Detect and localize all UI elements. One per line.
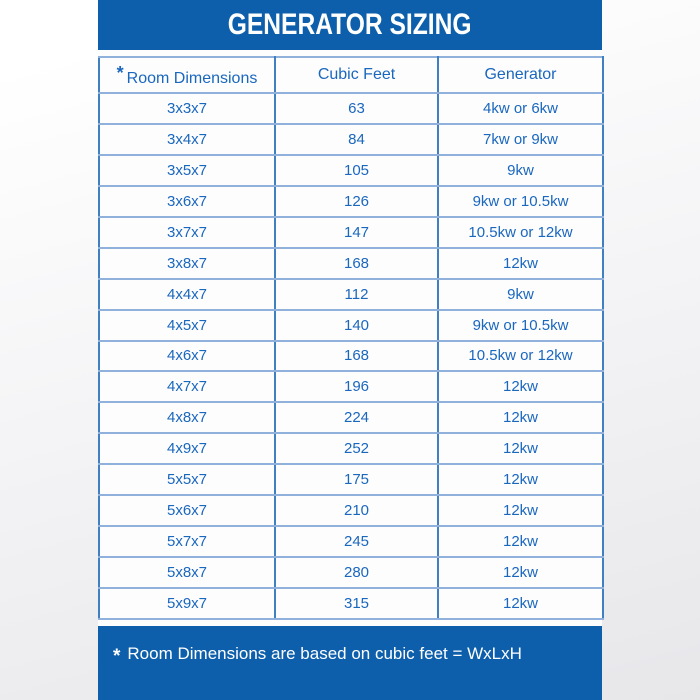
room-dimensions-cell: 4x6x7 [99,341,275,372]
sizing-card [98,0,602,700]
room-dimensions-cell: 5x9x7 [99,588,275,619]
room-dimensions-cell: 5x7x7 [99,526,275,557]
cubic-feet-cell: 168 [275,248,438,279]
table-row [99,557,603,588]
column-header-generator [438,57,603,93]
table-row [99,248,603,279]
generator-cell: 9kw or 10.5kw [438,310,603,341]
generator-cell: 12kw [438,402,603,433]
cubic-feet-cell: 252 [275,433,438,464]
table-row [99,341,603,372]
room-dimensions-cell: 4x4x7 [99,279,275,310]
cubic-feet-cell: 245 [275,526,438,557]
generator-cell: 10.5kw or 12kw [438,217,603,248]
generator-cell: 9kw or 10.5kw [438,186,603,217]
room-dimensions-cell: 3x6x7 [99,186,275,217]
generator-cell: 12kw [438,433,603,464]
room-dimensions-cell: 5x6x7 [99,495,275,526]
generator-cell: 12kw [438,526,603,557]
generator-cell: 12kw [438,557,603,588]
table-row [99,433,603,464]
footnote-band [98,626,602,700]
footnote-text: Room Dimensions are based on cubic feet = WxLxH [127,644,522,663]
column-header-room-dimensions [99,57,275,93]
column-header-cubic-feet [275,57,438,93]
room-dimensions-cell: 3x3x7 [99,93,275,124]
generator-cell: 12kw [438,464,603,495]
room-dimensions-cell: 3x7x7 [99,217,275,248]
table-row [99,588,603,619]
table-row [99,495,603,526]
table-row [99,310,603,341]
room-dimensions-cell: 5x5x7 [99,464,275,495]
table-row [99,217,603,248]
cubic-feet-cell: 175 [275,464,438,495]
cubic-feet-cell: 280 [275,557,438,588]
page-title: GENERATOR SIZING [228,8,472,41]
room-dimensions-cell: 4x9x7 [99,433,275,464]
cubic-feet-cell: 224 [275,402,438,433]
room-dimensions-cell: 3x8x7 [99,248,275,279]
cubic-feet-cell: 210 [275,495,438,526]
room-dimensions-cell: 4x7x7 [99,371,275,402]
generator-cell: 9kw [438,279,603,310]
column-header-label: Cubic Feet [317,66,396,83]
column-header-label: Room Dimensions [126,69,258,87]
table-row [99,371,603,402]
generator-cell: 10.5kw or 12kw [438,341,603,372]
asterisk-marker: * [116,62,124,83]
table-row [99,526,603,557]
room-dimensions-cell: 4x5x7 [99,310,275,341]
generator-cell: 4kw or 6kw [438,93,603,124]
cubic-feet-cell: 84 [275,124,438,155]
cubic-feet-cell: 315 [275,588,438,619]
generator-cell: 9kw [438,155,603,186]
generator-sizing-table [98,56,604,620]
table-row [99,279,603,310]
cubic-feet-cell: 196 [275,371,438,402]
room-dimensions-cell: 3x5x7 [99,155,275,186]
room-dimensions-cell: 5x8x7 [99,557,275,588]
generator-cell: 12kw [438,588,603,619]
cubic-feet-cell: 112 [275,279,438,310]
cubic-feet-cell: 63 [275,93,438,124]
title-banner [98,0,602,50]
generator-cell: 12kw [438,495,603,526]
cubic-feet-cell: 147 [275,217,438,248]
generator-cell: 7kw or 9kw [438,124,603,155]
cubic-feet-cell: 140 [275,310,438,341]
table-row [99,464,603,495]
table-header-row [99,57,603,93]
asterisk-marker: * [113,646,121,667]
cubic-feet-cell: 168 [275,341,438,372]
generator-cell: 12kw [438,248,603,279]
table-row [99,93,603,124]
table-row [99,124,603,155]
cubic-feet-cell: 105 [275,155,438,186]
table-row [99,186,603,217]
room-dimensions-cell: 4x8x7 [99,402,275,433]
table-row [99,155,603,186]
room-dimensions-cell: 3x4x7 [99,124,275,155]
generator-cell: 12kw [438,371,603,402]
cubic-feet-cell: 126 [275,186,438,217]
column-header-label: Generator [484,66,557,83]
table-body [99,93,603,619]
table-row [99,402,603,433]
